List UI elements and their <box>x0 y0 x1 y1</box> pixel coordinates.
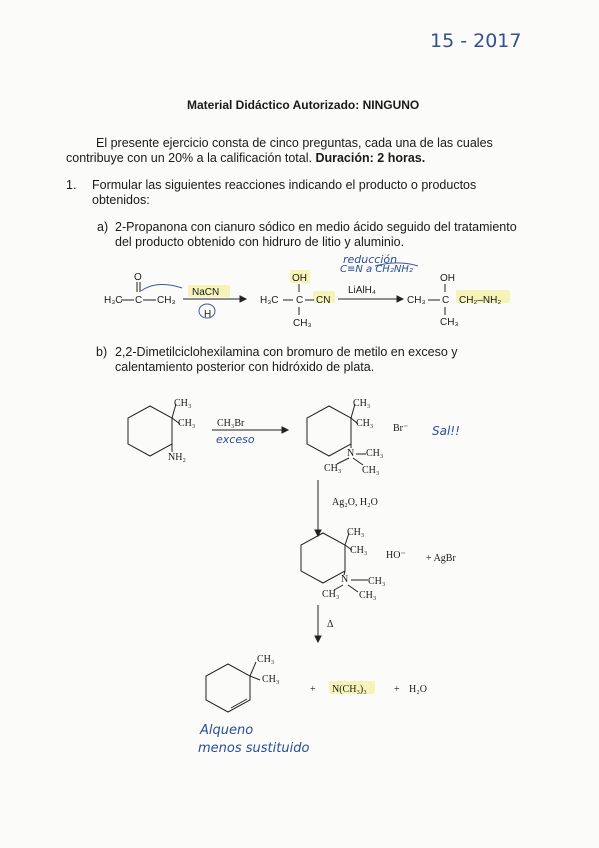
amino-oh: OH <box>440 273 455 284</box>
note-reduccion: reducción <box>343 253 398 266</box>
sm-ch3-top: CH₃ <box>174 398 192 409</box>
amino-ch3-left: CH₃ <box>407 295 426 306</box>
arrow-2-head <box>397 296 403 302</box>
reagent-ch3br: CH₃Br <box>217 418 245 429</box>
heat-symbol: Δ <box>327 619 334 630</box>
salt-ch3-br: CH₃ <box>362 465 380 476</box>
cyanohydrin-c: C <box>296 295 304 306</box>
amino-c: C <box>442 295 450 306</box>
note-underline <box>375 263 418 266</box>
part-a-label: a) <box>97 220 109 234</box>
reagent-lialh4: LiAlH₄ <box>348 285 376 296</box>
plus-agbr: + AgBr <box>426 553 456 564</box>
part-a-line-2: del producto obtenido con hidruro de litio y aluminio. <box>115 235 405 249</box>
cyanohydrin-ch3: CH₃ <box>293 318 312 329</box>
salt-ch3-top: CH₃ <box>353 398 371 409</box>
alkene-ch3-top: CH₃ <box>257 654 275 665</box>
acetone-h3c: H₃C <box>104 295 123 306</box>
attack-arrow <box>141 284 182 291</box>
part-a-line-1: 2-Propanona con cianuro sódico en medio ácido seguido del tratamiento <box>115 220 517 234</box>
intro-line-2-text: contribuye con un 20% a la calificación total. <box>66 151 316 165</box>
reagent-ag2o: Ag₂O, H₂O <box>332 497 378 508</box>
page-title: Material Didáctico Autorizado: NINGUNO <box>187 98 420 112</box>
cyanohydrin-oh: OH <box>292 273 307 284</box>
water: H₂O <box>409 684 427 695</box>
bromide-ion: Br⁻ <box>393 423 409 434</box>
handwritten-date: 15 - 2017 <box>430 30 522 52</box>
cyanohydrin-cn: CN <box>316 295 331 306</box>
hyd-ch3-bl: CH₃ <box>322 589 340 600</box>
note-menos-sustituido: menos sustituido <box>198 741 310 756</box>
cyclohexene-ring <box>206 664 250 712</box>
amino-ch3-bottom: CH₃ <box>440 317 459 328</box>
cyclohexane-ring-3 <box>301 533 345 583</box>
sm-ch3-side: CH₃ <box>178 418 196 429</box>
trimethylamine: N(CH₃)₃ <box>332 684 367 695</box>
acetone-c: C <box>135 295 143 306</box>
plus-1: + <box>310 684 316 695</box>
reagent-nacn: NaCN <box>192 287 220 298</box>
alkene-ch3-side: CH₃ <box>262 674 280 685</box>
reagent-h-circle: H <box>204 309 212 320</box>
hyd-n-plus: N <box>341 574 349 585</box>
note-exceso: exceso <box>216 433 255 446</box>
plus-2: + <box>394 684 400 695</box>
salt-n-plus: N <box>347 448 355 459</box>
note-alqueno: Alqueno <box>200 723 254 738</box>
h-circle-mark <box>199 304 215 318</box>
duration-text: Duración: 2 horas. <box>315 151 426 165</box>
cyclohexane-ring-2 <box>307 406 351 456</box>
amino-nh2: CH₂–NH₂ <box>459 295 502 306</box>
hyd-ch3-side: CH₃ <box>350 545 368 556</box>
question-line-1: Formular las siguientes reacciones indicando el producto o productos <box>92 178 477 192</box>
note-sal: Sal!! <box>432 424 460 438</box>
intro-line-1: El presente ejercicio consta de cinco preguntas, cada una de las cuales <box>96 136 493 150</box>
salt-ch3-bl: CH₃ <box>324 463 342 474</box>
acetone-ch3: CH₃ <box>157 295 176 306</box>
hydroxide-ion: HO⁻ <box>386 550 406 561</box>
question-number: 1. <box>66 178 77 192</box>
arrow-1-head <box>240 296 246 302</box>
hyd-ch3-br: CH₃ <box>359 590 377 601</box>
part-b-label: b) <box>96 345 108 359</box>
cyclohexane-ring-1 <box>128 406 172 456</box>
hyd-ch3-right: CH₃ <box>368 576 386 587</box>
question-line-2: obtenidos: <box>92 193 150 207</box>
part-b-line-2: calentamiento posterior con hidróxido de plata. <box>115 360 375 374</box>
note-nitrilo: C≡N a CH₂NH₂ <box>340 264 413 275</box>
part-b-line-1: 2,2-Dimetilciclohexilamina con bromuro de metilo en exceso y <box>115 345 458 359</box>
salt-ch3-side: CH₃ <box>356 418 374 429</box>
sm-nh2: NH₂ <box>168 452 186 463</box>
cyanohydrin-h3c: H₃C <box>260 295 279 306</box>
acetone-o: O <box>134 272 142 283</box>
hyd-ch3-top: CH₃ <box>347 527 365 538</box>
salt-ch3-right: CH₃ <box>366 448 384 459</box>
